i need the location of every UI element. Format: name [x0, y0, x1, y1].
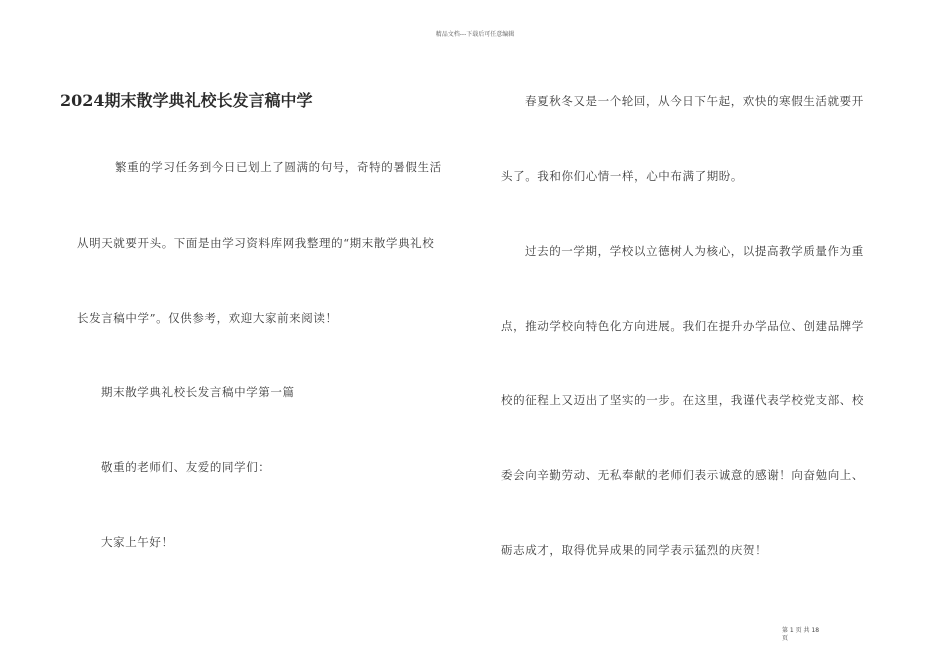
- left-paragraph-line: 从明天就要开头。下面是由学习资料库网我整理的“期末散学典礼校: [77, 236, 435, 250]
- right-paragraph-line: 过去的一学期，学校以立德树人为核心，以提高教学质量作为重: [525, 244, 864, 258]
- right-paragraph-line: 校的征程上又迈出了坚实的一步。在这里，我谨代表学校党支部、校: [501, 393, 864, 407]
- right-paragraph-line: 委会向辛勤劳动、无私奉献的老师们表示诚意的感谢！向奋勉向上、: [501, 468, 864, 482]
- page-number-footer: 第 1 页 共 18 页: [782, 627, 820, 642]
- left-paragraph-line: 繁重的学习任务到今日已划上了圆满的句号，奇特的暑假生活: [115, 160, 442, 174]
- left-paragraph-line: 长发言稿中学”。仅供参考，欢迎大家前来阅读！: [77, 311, 338, 325]
- right-paragraph-line: 点，推动学校向特色化方向进展。我们在提升办学品位、创建品牌学: [501, 319, 864, 333]
- salutation: 敬重的老师们、友爱的同学们：: [101, 460, 271, 474]
- right-paragraph-line: 砺志成才，取得优异成果的同学表示猛烈的庆贺！: [501, 543, 768, 557]
- document-title: 2024期末散学典礼校长发言稿中学: [60, 91, 313, 110]
- right-paragraph-line: 春夏秋冬又是一个轮回，从今日下午起，欢快的寒假生活就要开: [525, 94, 864, 108]
- section-heading: 期末散学典礼校长发言稿中学第一篇: [101, 385, 295, 399]
- page-header-note: 精品文档---下载后可任意编辑: [435, 31, 515, 38]
- greeting: 大家上午好！: [101, 535, 174, 549]
- right-paragraph-line: 头了。我和你们心情一样，心中布满了期盼。: [501, 169, 743, 183]
